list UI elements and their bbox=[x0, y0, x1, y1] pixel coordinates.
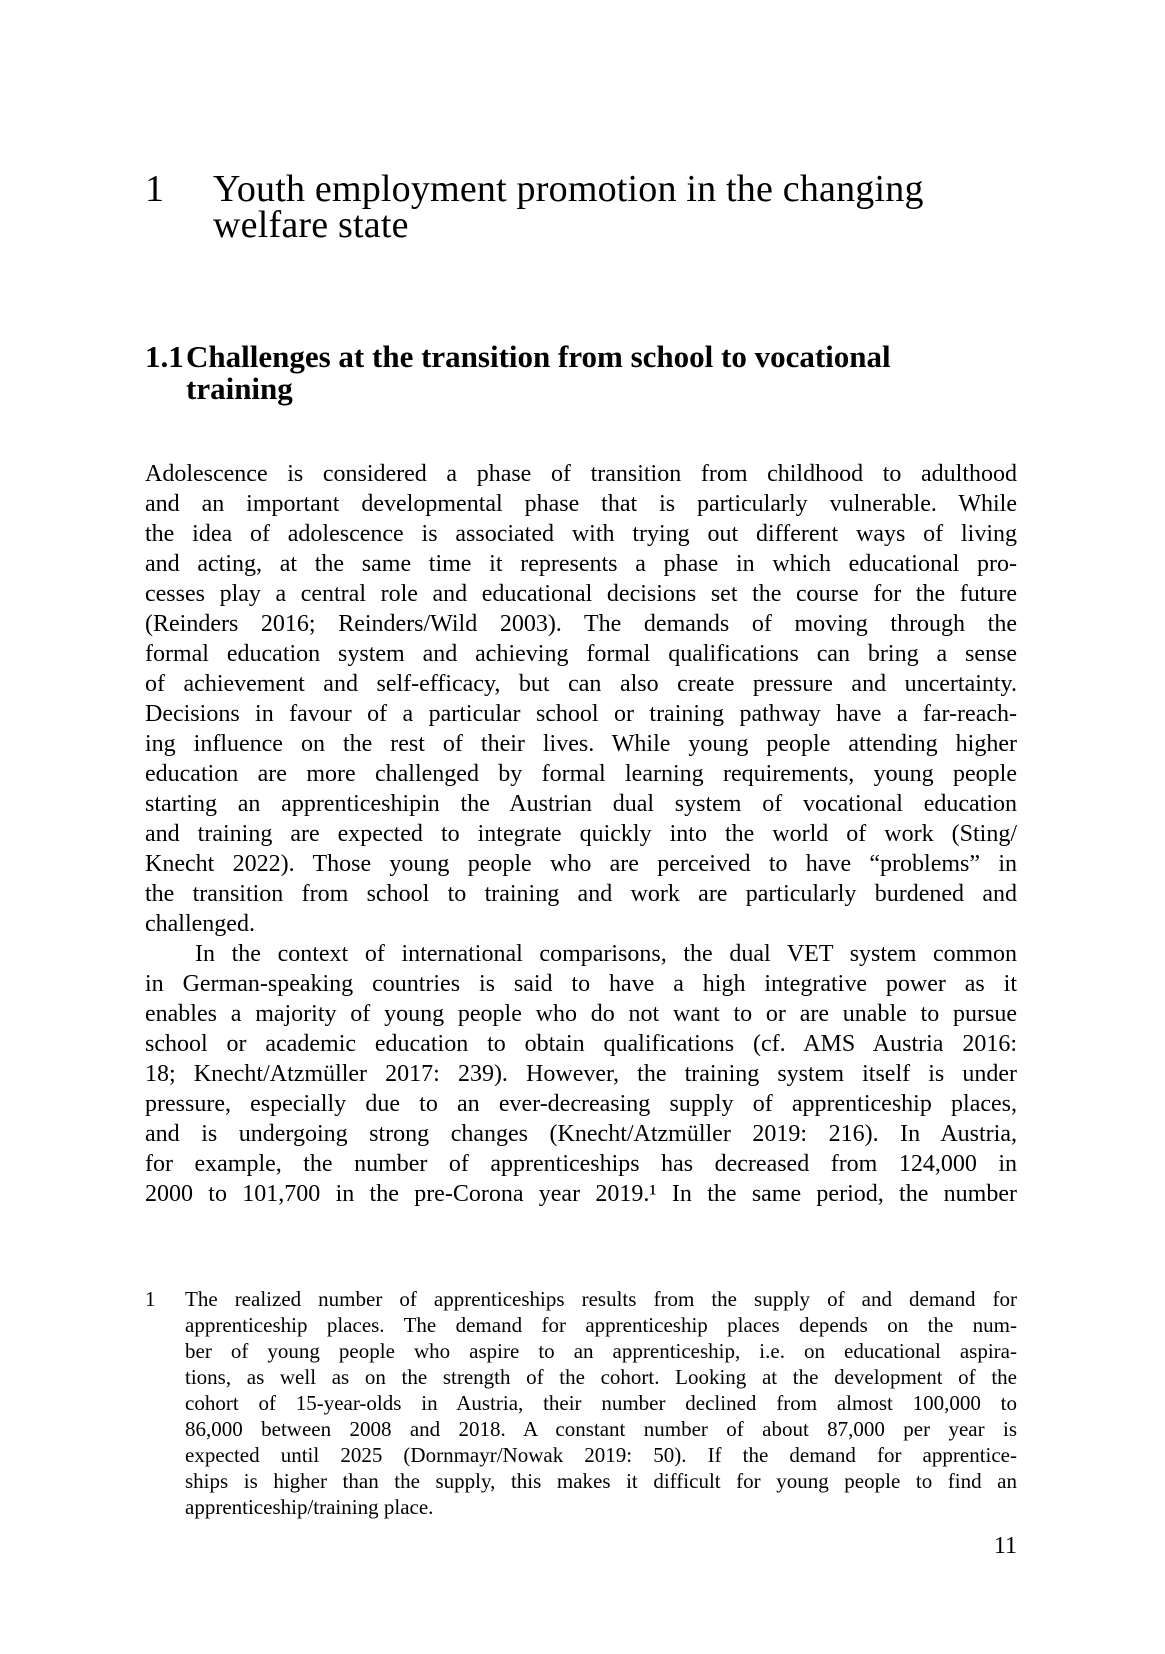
text-line: and acting, at the same time it represents a phase in which educational pro- bbox=[145, 551, 1017, 577]
text-line: apprenticeship places. The demand for apprenticeship places depends on the num- bbox=[185, 1313, 1017, 1337]
text-line: challenged. bbox=[145, 911, 255, 937]
text-line: ships is higher than the supply, this makes it difficult for young people to find an bbox=[185, 1469, 1017, 1493]
text-line: training bbox=[186, 371, 293, 406]
footnote bbox=[145, 1286, 1017, 1520]
text-line: (Reinders 2016; Reinders/Wild 2003). The demands of moving through the bbox=[145, 611, 1017, 637]
text-line: the transition from school to training and work are particularly burdened and bbox=[145, 881, 1017, 907]
text-line: education are more challenged by formal learning requirements, young people bbox=[145, 761, 1017, 787]
text-line: welfare state bbox=[213, 204, 409, 246]
section-heading bbox=[145, 341, 1025, 405]
chapter-number: 1 bbox=[145, 168, 165, 210]
text-line: of achievement and self-efficacy, but can also create pressure and uncertainty. bbox=[145, 671, 1017, 697]
text-line: Challenges at the transition from school to vocational bbox=[186, 339, 891, 374]
text-line: formal education system and achieving formal qualifications can bring a sense bbox=[145, 641, 1017, 667]
chapter-heading bbox=[145, 168, 1025, 246]
page-number: 11 bbox=[993, 1533, 1017, 1559]
text-line: the idea of adolescence is associated with trying out different ways of living bbox=[145, 521, 1017, 547]
text-line: enables a majority of young people who do not want to or are unable to pursue bbox=[145, 1001, 1017, 1027]
text-line: cesses play a central role and educational decisions set the course for the future bbox=[145, 581, 1017, 607]
text-line: 18; Knecht/Atzmüller 2017: 239). However, the training system itself is under bbox=[145, 1061, 1017, 1087]
text-line: In the context of international comparisons, the dual VET system common bbox=[195, 941, 1017, 967]
section-title bbox=[186, 341, 891, 405]
text-line: 86,000 between 2008 and 2018. A constant number of about 87,000 per year is bbox=[185, 1417, 1017, 1441]
text-line: for example, the number of apprenticeships has decreased from 124,000 in bbox=[145, 1151, 1017, 1177]
text-line: and an important developmental phase that is particularly vulnerable. While bbox=[145, 491, 1017, 517]
chapter-title bbox=[213, 168, 924, 246]
section-number: 1.1 bbox=[145, 339, 184, 374]
paragraph bbox=[145, 459, 1017, 939]
paragraph bbox=[145, 939, 1017, 1209]
text-line: in German-speaking countries is said to have a high integrative power as it bbox=[145, 971, 1017, 997]
text-line: cohort of 15-year-olds in Austria, their number declined from almost 100,000 to bbox=[185, 1391, 1017, 1415]
text-line: ing influence on the rest of their lives. While young people attending higher bbox=[145, 731, 1017, 757]
text-line: starting an apprenticeshipin the Austrian dual system of vocational education bbox=[145, 791, 1017, 817]
footnote-text bbox=[185, 1286, 1017, 1520]
text-line: school or academic education to obtain qualifications (cf. AMS Austria 2016: bbox=[145, 1031, 1017, 1057]
text-line: tions, as well as on the strength of the cohort. Looking at the development of the bbox=[185, 1365, 1017, 1389]
text-line: Decisions in favour of a particular school or training pathway have a far-reach- bbox=[145, 701, 1017, 727]
text-line: and training are expected to integrate quickly into the world of work (Sting/ bbox=[145, 821, 1017, 847]
text-line: apprenticeship/training place. bbox=[185, 1495, 434, 1519]
text-line: expected until 2025 (Dornmayr/Nowak 2019: 50). If the demand for apprentice- bbox=[185, 1443, 1017, 1467]
text-line: 2000 to 101,700 in the pre-Corona year 2019.¹ In the same period, the number bbox=[145, 1181, 1017, 1207]
text-line: Knecht 2022). Those young people who are perceived to have “problems” in bbox=[145, 851, 1017, 877]
text-line: and is undergoing strong changes (Knecht/Atzmüller 2019: 216). In Austria, bbox=[145, 1121, 1017, 1147]
text-line: Youth employment promotion in the changing bbox=[213, 168, 924, 210]
footnote-marker: 1 bbox=[145, 1287, 156, 1311]
text-line: Adolescence is considered a phase of transition from childhood to adulthood bbox=[145, 461, 1017, 487]
body-text bbox=[145, 459, 1017, 1209]
text-line: pressure, especially due to an ever-decreasing supply of apprenticeship places, bbox=[145, 1091, 1017, 1117]
text-line: The realized number of apprenticeships results from the supply of and demand for bbox=[185, 1287, 1017, 1311]
text-line: ber of young people who aspire to an apprenticeship, i.e. on educational aspira- bbox=[185, 1339, 1017, 1363]
